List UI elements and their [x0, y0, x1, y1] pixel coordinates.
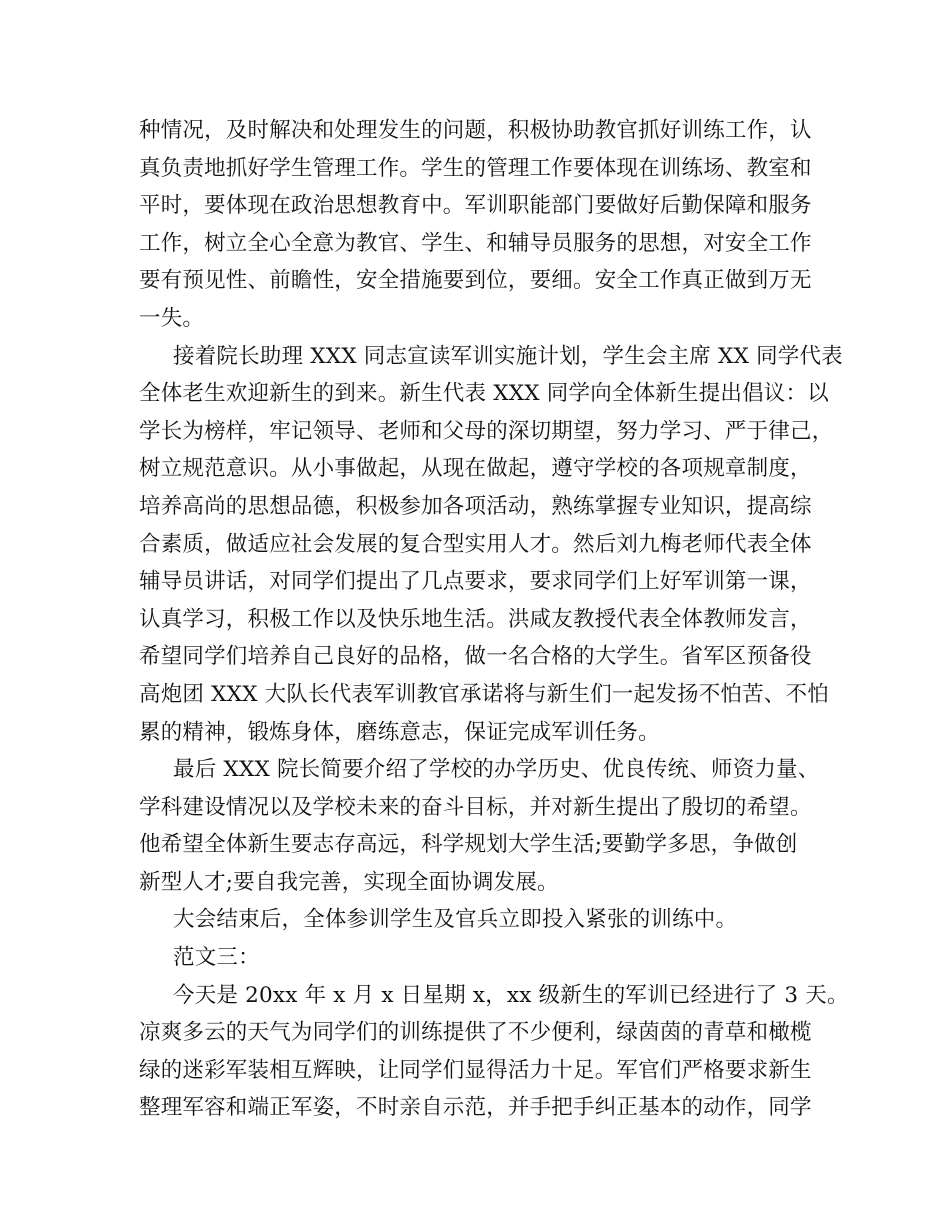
text-line: 种情况，及时解决和处理发生的问题，积极协助教官抓好训练工作，认 — [139, 118, 812, 143]
text-line: 他希望全体新生要志存高远，科学规划大学生活;要勤学多思，争做创 — [139, 832, 798, 858]
text-line: 认真学习，积极工作以及快乐地生活。洪咸友教授代表全体教师发言， — [139, 606, 812, 632]
text-line: 辅导员讲话，对同学们提出了几点要求，要求同学们上好军训第一课， — [139, 569, 812, 595]
text-line: 大会结束后，全体参训学生及官兵立即投入紧张的训练中。 — [173, 907, 738, 933]
text-line: 真负责地抓好学生管理工作。学生的管理工作要体现在训练场、教室和 — [139, 155, 812, 181]
text-line: 全体老生欢迎新生的到来。新生代表 XXX 同学向全体新生提出倡议：以 — [139, 381, 829, 407]
text-line: 学科建设情况以及学校未来的奋斗目标，并对新生提出了殷切的希望。 — [139, 794, 812, 820]
text-line: 培养高尚的思想品德，积极参加各项活动，熟练掌握专业知识，提高综 — [139, 493, 812, 519]
text-line: 工作，树立全心全意为教官、学生、和辅导员服务的思想，对安全工作 — [139, 230, 812, 256]
text-line: 整理军容和端正军姿，不时亲自示范，并手把手纠正基本的动作，同学 — [139, 1095, 812, 1121]
text-line: 平时，要体现在政治思想教育中。军训职能部门要做好后勤保障和服务 — [139, 193, 812, 219]
text-line: 范文三： — [173, 945, 260, 971]
text-line: 一失。 — [139, 305, 205, 331]
text-line: 今天是 20xx 年 x 月 x 日星期 x，xx 级新生的军训已经进行了 3 天。 — [173, 982, 849, 1008]
text-line: 希望同学们培养自己良好的品格，做一名合格的大学生。省军区预备役 — [139, 644, 812, 670]
text-line: 学长为榜样，牢记领导、老师和父母的深切期望，努力学习、严于律己， — [139, 418, 834, 444]
text-line: 接着院长助理 XXX 同志宣读军训实施计划，学生会主席 XX 同学代表 — [173, 343, 843, 369]
text-line: 合素质，做适应社会发展的复合型实用人才。然后刘九梅老师代表全体 — [139, 531, 812, 557]
text-line: 最后 XXX 院长简要介绍了学校的办学历史、优良传统、师资力量、 — [173, 757, 820, 783]
text-line: 高炮团 XXX 大队长代表军训教官承诺将与新生们一起发扬不怕苦、不怕 — [139, 681, 829, 707]
text-line: 绿的迷彩军装相互辉映，让同学们显得活力十足。军官们严格要求新生 — [139, 1057, 812, 1083]
text-line: 凉爽多云的天气为同学们的训练提供了不少便利，绿茵茵的青草和橄榄 — [139, 1020, 812, 1046]
text-line: 累的精神，锻炼身体，磨练意志，保证完成军训任务。 — [139, 719, 660, 745]
text-line: 要有预见性、前瞻性，安全措施要到位，要细。安全工作真正做到万无 — [139, 268, 812, 294]
text-line: 新型人才;要自我完善，实现全面协调发展。 — [139, 869, 559, 895]
document-body — [139, 112, 849, 1127]
text-line: 树立规范意识。从小事做起，从现在做起，遵守学校的各项规章制度， — [139, 456, 812, 482]
